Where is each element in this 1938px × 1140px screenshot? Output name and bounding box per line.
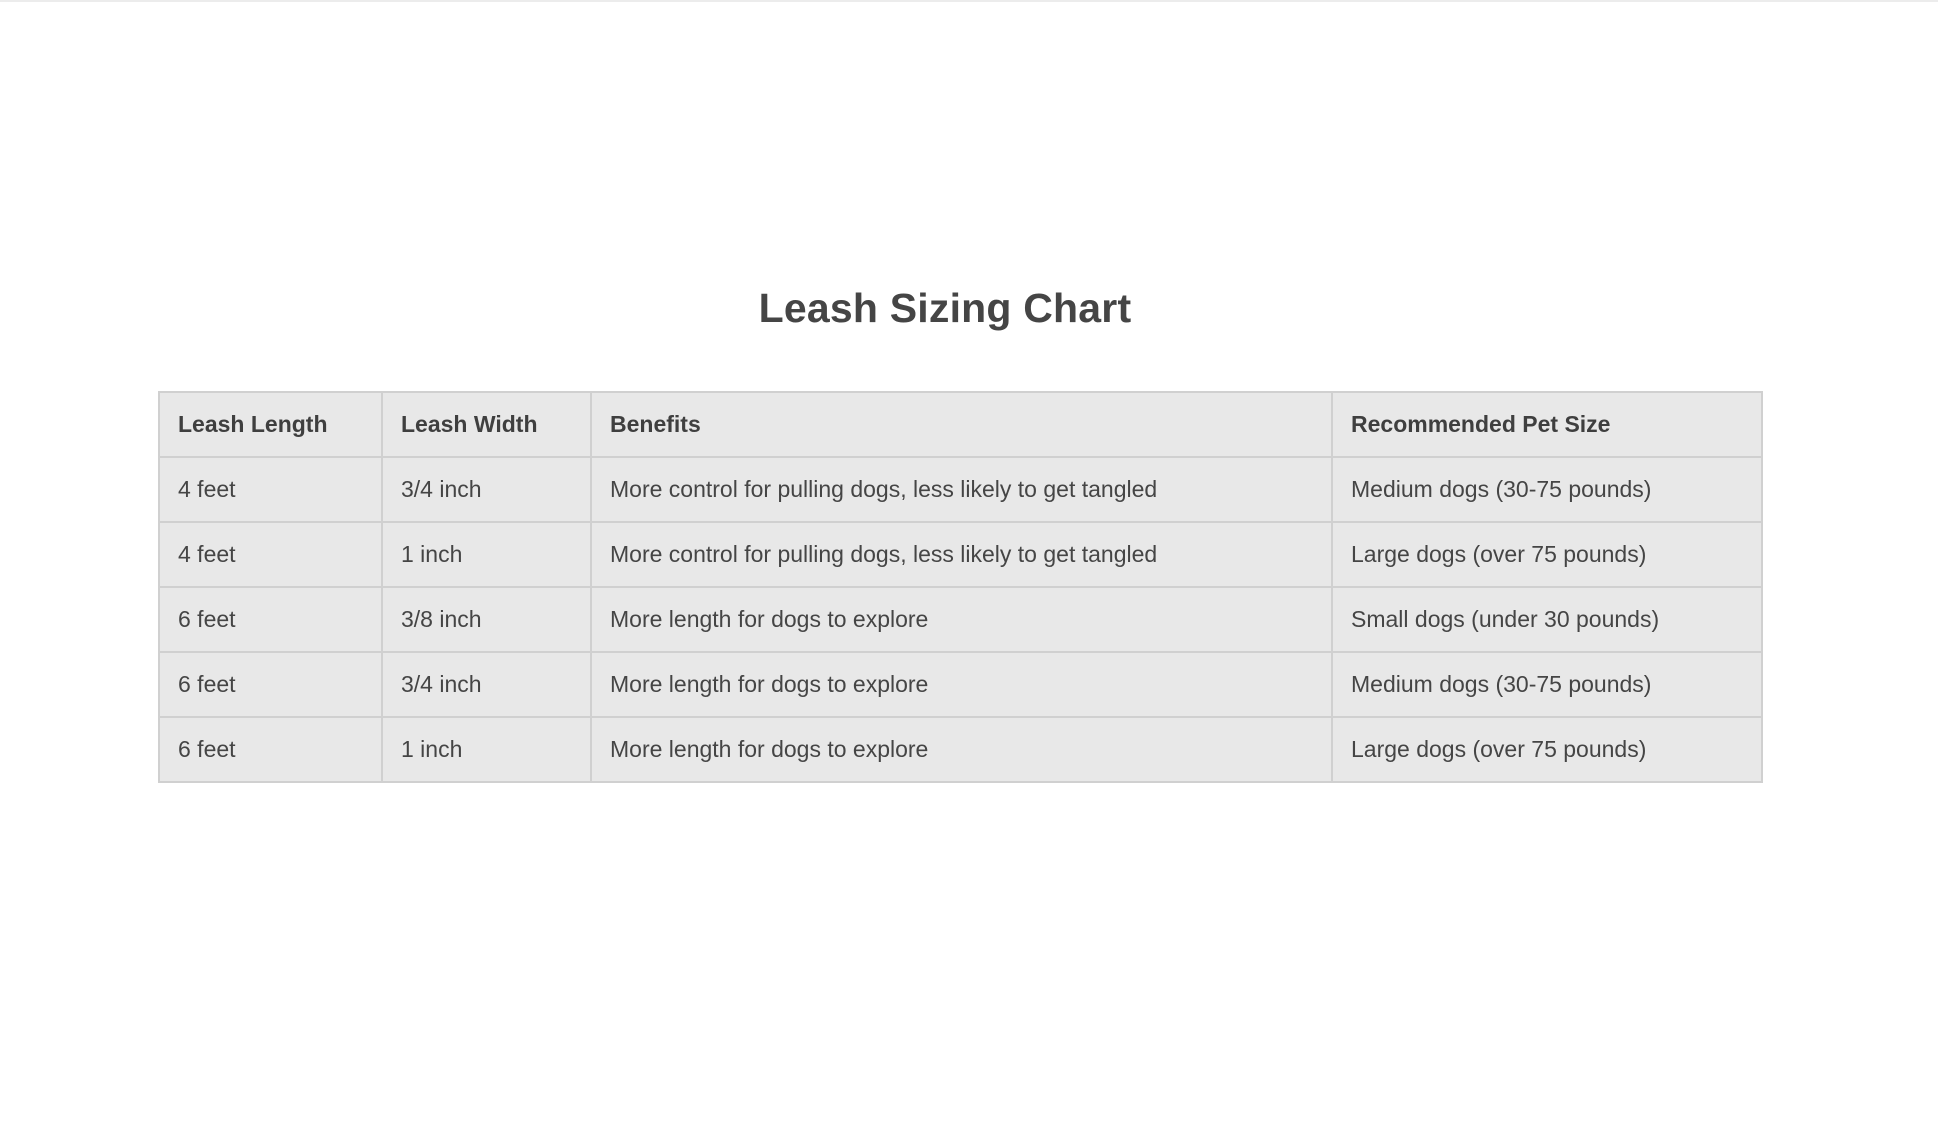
cell-benefits: More length for dogs to explore (591, 652, 1332, 717)
header-leash-width: Leash Width (382, 392, 591, 457)
cell-leash-length: 6 feet (159, 587, 382, 652)
table-row (159, 457, 1762, 522)
cell-benefits: More control for pulling dogs, less likely to get tangled (591, 522, 1332, 587)
cell-leash-width: 3/4 inch (382, 652, 591, 717)
cell-leash-length: 4 feet (159, 457, 382, 522)
cell-recommended-pet-size: Large dogs (over 75 pounds) (1332, 522, 1762, 587)
cell-leash-width: 1 inch (382, 717, 591, 782)
cell-recommended-pet-size: Medium dogs (30-75 pounds) (1332, 457, 1762, 522)
cell-recommended-pet-size: Large dogs (over 75 pounds) (1332, 717, 1762, 782)
header-leash-length: Leash Length (159, 392, 382, 457)
cell-benefits: More control for pulling dogs, less likely to get tangled (591, 457, 1332, 522)
cell-recommended-pet-size: Small dogs (under 30 pounds) (1332, 587, 1762, 652)
cell-leash-width: 3/4 inch (382, 457, 591, 522)
table-row (159, 522, 1762, 587)
table-row (159, 717, 1762, 782)
cell-leash-length: 6 feet (159, 652, 382, 717)
top-divider (0, 0, 1938, 2)
cell-leash-width: 1 inch (382, 522, 591, 587)
cell-recommended-pet-size: Medium dogs (30-75 pounds) (1332, 652, 1762, 717)
cell-leash-length: 4 feet (159, 522, 382, 587)
cell-benefits: More length for dogs to explore (591, 717, 1332, 782)
cell-leash-length: 6 feet (159, 717, 382, 782)
page-title: Leash Sizing Chart (758, 285, 1132, 331)
table-body (159, 457, 1762, 782)
leash-sizing-table (158, 391, 1763, 783)
table-row (159, 587, 1762, 652)
cell-benefits: More length for dogs to explore (591, 587, 1332, 652)
cell-leash-width: 3/8 inch (382, 587, 591, 652)
header-benefits: Benefits (591, 392, 1332, 457)
table-header (159, 392, 1762, 457)
table-header-row (159, 392, 1762, 457)
table-row (159, 652, 1762, 717)
header-recommended-pet-size: Recommended Pet Size (1332, 392, 1762, 457)
